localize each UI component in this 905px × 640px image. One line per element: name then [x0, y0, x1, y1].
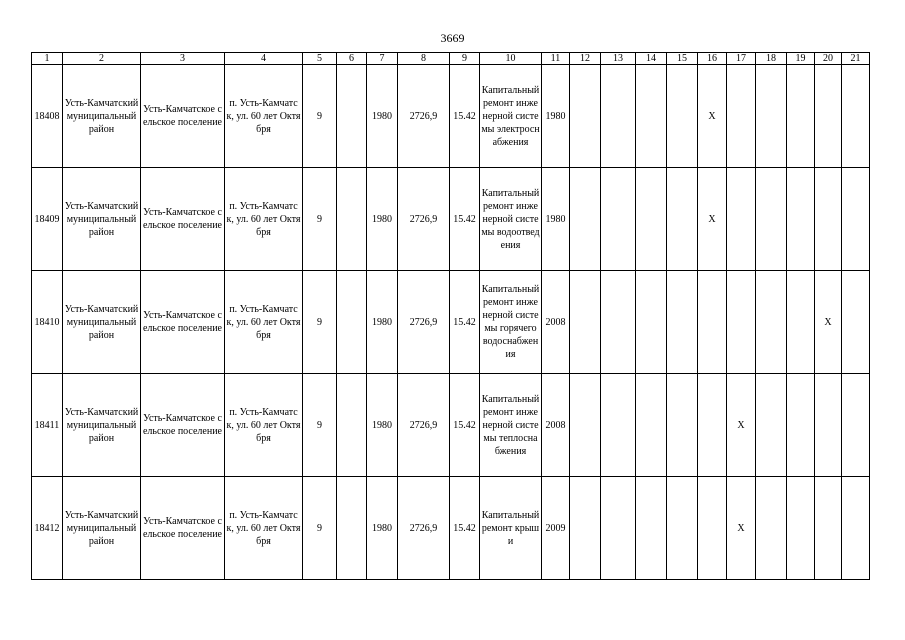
table-cell-col-5 — [303, 168, 337, 271]
table-cell-col-1 — [32, 477, 63, 580]
table-cell-col-6 — [337, 168, 367, 271]
table-cell-col-10 — [480, 168, 542, 271]
table-cell-col-4 — [225, 65, 303, 168]
table-cell-col-19 — [787, 168, 815, 271]
column-number-cell: 2 — [63, 53, 141, 65]
column-number-cell: 21 — [842, 53, 870, 65]
column-number-cell: 7 — [367, 53, 398, 65]
table-cell-col-13 — [601, 65, 636, 168]
table-cell-col-18 — [756, 271, 787, 374]
column-number-cell: 17 — [727, 53, 756, 65]
table-cell-col-6 — [337, 374, 367, 477]
table-cell-col-7 — [367, 374, 398, 477]
table-cell-col-12 — [570, 65, 601, 168]
table-cell-col-1 — [32, 271, 63, 374]
cell-text: 1980 — [372, 110, 392, 122]
cell-text: п. Усть-Камчатск, ул. 60 лет Октября — [226, 509, 301, 547]
table-cell-col-21 — [842, 374, 870, 477]
table-cell-col-8 — [398, 168, 450, 271]
table-cell-col-15 — [667, 65, 698, 168]
column-number-cell: 4 — [225, 53, 303, 65]
table-cell-col-19 — [787, 65, 815, 168]
cell-text: X — [737, 522, 745, 534]
table-cell-col-1 — [32, 65, 63, 168]
table-cell-col-11 — [542, 374, 570, 477]
cell-text: 15.42 — [453, 419, 476, 431]
cell-text: X — [737, 419, 745, 431]
cell-text: Усть-Камчатский муниципальный район — [64, 406, 139, 444]
table-cell-col-15 — [667, 477, 698, 580]
cell-text: 2726,9 — [409, 522, 438, 534]
table-cell-col-14 — [636, 271, 667, 374]
table-cell-col-10 — [480, 271, 542, 374]
cell-text: 2008 — [545, 316, 566, 328]
cell-text: 18411 — [34, 419, 60, 431]
cell-text: Усть-Камчатский муниципальный район — [64, 200, 139, 238]
column-number-cell: 19 — [787, 53, 815, 65]
table-cell-col-7 — [367, 477, 398, 580]
cell-text: 15.42 — [453, 110, 476, 122]
table-cell-col-4 — [225, 374, 303, 477]
table-cell-col-8 — [398, 65, 450, 168]
cell-text: 9 — [317, 110, 322, 122]
table-row — [32, 271, 870, 374]
cell-text: Усть-Камчатский муниципальный район — [64, 97, 139, 135]
table-cell-col-19 — [787, 271, 815, 374]
table-cell-col-20 — [815, 477, 842, 580]
table-cell-col-16 — [698, 65, 727, 168]
column-number-cell: 9 — [450, 53, 480, 65]
table-row — [32, 477, 870, 580]
column-number-cell: 14 — [636, 53, 667, 65]
table-cell-col-20 — [815, 65, 842, 168]
cell-text: Капитальный ремонт инженерной системы электроснабжения — [481, 84, 540, 148]
cell-text: Усть-Камчатский муниципальный район — [64, 509, 139, 547]
table-cell-col-20 — [815, 374, 842, 477]
column-number-cell: 20 — [815, 53, 842, 65]
table-row — [32, 168, 870, 271]
table-cell-col-13 — [601, 168, 636, 271]
table-cell-col-3 — [141, 477, 225, 580]
column-number-cell: 1 — [32, 53, 63, 65]
table-cell-col-9 — [450, 168, 480, 271]
table-cell-col-9 — [450, 271, 480, 374]
table-cell-col-15 — [667, 168, 698, 271]
table-cell-col-2 — [63, 168, 141, 271]
table-cell-col-4 — [225, 168, 303, 271]
table-cell-col-5 — [303, 374, 337, 477]
cell-text: Усть-Камчатское сельское поселение — [142, 310, 222, 334]
table-cell-col-16 — [698, 374, 727, 477]
table-cell-col-17 — [727, 271, 756, 374]
table-cell-col-11 — [542, 271, 570, 374]
table-cell-col-21 — [842, 168, 870, 271]
table-cell-col-16 — [698, 168, 727, 271]
cell-text: 2726,9 — [409, 316, 438, 328]
cell-text: 18412 — [34, 522, 60, 534]
table-cell-col-13 — [601, 477, 636, 580]
table-cell-col-14 — [636, 477, 667, 580]
cell-text: 15.42 — [453, 522, 476, 534]
cell-text: 2726,9 — [409, 110, 438, 122]
table-cell-col-1 — [32, 374, 63, 477]
table-cell-col-16 — [698, 271, 727, 374]
cell-text: 15.42 — [453, 213, 476, 225]
cell-text: п. Усть-Камчатск, ул. 60 лет Октября — [226, 97, 301, 135]
column-number-cell: 3 — [141, 53, 225, 65]
cell-text: X — [708, 110, 716, 122]
table-cell-col-11 — [542, 477, 570, 580]
table-cell-col-12 — [570, 271, 601, 374]
table-cell-col-2 — [63, 477, 141, 580]
cell-text: п. Усть-Камчатск, ул. 60 лет Октября — [226, 406, 301, 444]
column-number-cell: 8 — [398, 53, 450, 65]
cell-text: п. Усть-Камчатск, ул. 60 лет Октября — [226, 303, 301, 341]
table-cell-col-1 — [32, 168, 63, 271]
cell-text: 2008 — [545, 419, 566, 431]
table-cell-col-14 — [636, 374, 667, 477]
cell-text: Усть-Камчатское сельское поселение — [142, 516, 222, 540]
table-cell-col-3 — [141, 374, 225, 477]
table-row — [32, 374, 870, 477]
table-cell-col-9 — [450, 477, 480, 580]
column-number-cell: 18 — [756, 53, 787, 65]
table-cell-col-2 — [63, 374, 141, 477]
table-cell-col-17 — [727, 374, 756, 477]
table-cell-col-7 — [367, 271, 398, 374]
table-cell-col-14 — [636, 168, 667, 271]
table-cell-col-7 — [367, 65, 398, 168]
cell-text: Усть-Камчатское сельское поселение — [142, 413, 222, 437]
table-cell-col-17 — [727, 477, 756, 580]
table-cell-col-3 — [141, 168, 225, 271]
table-row — [32, 65, 870, 168]
table-cell-col-10 — [480, 374, 542, 477]
table-cell-col-3 — [141, 65, 225, 168]
table-cell-col-15 — [667, 271, 698, 374]
table-cell-col-21 — [842, 477, 870, 580]
column-number-cell: 10 — [480, 53, 542, 65]
cell-text: 1980 — [372, 522, 392, 534]
table-cell-col-18 — [756, 477, 787, 580]
cell-text: 9 — [317, 419, 322, 431]
table-cell-col-12 — [570, 168, 601, 271]
column-number-cell: 15 — [667, 53, 698, 65]
cell-text: 2726,9 — [409, 213, 438, 225]
table-cell-col-18 — [756, 168, 787, 271]
table-cell-col-5 — [303, 271, 337, 374]
table-cell-col-21 — [842, 271, 870, 374]
table-cell-col-4 — [225, 271, 303, 374]
cell-text: X — [708, 213, 716, 225]
cell-text: п. Усть-Камчатск, ул. 60 лет Октября — [226, 200, 301, 238]
table-cell-col-14 — [636, 65, 667, 168]
table-cell-col-4 — [225, 477, 303, 580]
table-cell-col-20 — [815, 271, 842, 374]
table-cell-col-10 — [480, 477, 542, 580]
cell-text: 18408 — [34, 110, 60, 122]
table-cell-col-21 — [842, 65, 870, 168]
table-cell-col-12 — [570, 477, 601, 580]
column-number-cell: 11 — [542, 53, 570, 65]
cell-text: X — [824, 316, 832, 328]
cell-text: 2726,9 — [409, 419, 438, 431]
table-cell-col-16 — [698, 477, 727, 580]
table-cell-col-11 — [542, 168, 570, 271]
cell-text: 15.42 — [453, 316, 476, 328]
cell-text: 18410 — [34, 316, 60, 328]
table-cell-col-13 — [601, 271, 636, 374]
cell-text: Усть-Камчатское сельское поселение — [142, 104, 222, 128]
cell-text: Капитальный ремонт инженерной системы теплоснабжения — [481, 393, 540, 457]
table-cell-col-18 — [756, 65, 787, 168]
cell-text: 1980 — [372, 213, 392, 225]
table-cell-col-11 — [542, 65, 570, 168]
registry-table — [31, 52, 870, 580]
table-cell-col-13 — [601, 374, 636, 477]
column-number-cell: 16 — [698, 53, 727, 65]
cell-text: 1980 — [372, 316, 392, 328]
table-cell-col-17 — [727, 168, 756, 271]
table-cell-col-18 — [756, 374, 787, 477]
table-cell-col-19 — [787, 374, 815, 477]
column-number-cell: 13 — [601, 53, 636, 65]
table-cell-col-12 — [570, 374, 601, 477]
cell-text: Капитальный ремонт инженерной системы горячего водоснабжения — [481, 284, 540, 360]
table-cell-col-15 — [667, 374, 698, 477]
column-number-cell: 6 — [337, 53, 367, 65]
table-cell-col-8 — [398, 271, 450, 374]
table-cell-col-9 — [450, 65, 480, 168]
column-number-cell: 5 — [303, 53, 337, 65]
cell-text: Усть-Камчатское сельское поселение — [142, 207, 222, 231]
table-cell-col-2 — [63, 65, 141, 168]
cell-text: Капитальный ремонт инженерной системы водоотведения — [481, 187, 540, 251]
table-cell-col-19 — [787, 477, 815, 580]
cell-text: 9 — [317, 522, 322, 534]
table-cell-col-8 — [398, 374, 450, 477]
table-cell-col-6 — [337, 477, 367, 580]
table-cell-col-9 — [450, 374, 480, 477]
cell-text: Капитальный ремонт крыши — [481, 509, 540, 547]
table-cell-col-17 — [727, 65, 756, 168]
table-cell-col-7 — [367, 168, 398, 271]
table-cell-col-3 — [141, 271, 225, 374]
table-cell-col-5 — [303, 65, 337, 168]
cell-text: 1980 — [372, 419, 392, 431]
cell-text: 18409 — [34, 213, 60, 225]
table-cell-col-5 — [303, 477, 337, 580]
column-number-cell: 12 — [570, 53, 601, 65]
table-cell-col-6 — [337, 65, 367, 168]
table-cell-col-10 — [480, 65, 542, 168]
cell-text: 9 — [317, 213, 322, 225]
page-number: 3669 — [440, 31, 465, 45]
table-cell-col-8 — [398, 477, 450, 580]
table-cell-col-2 — [63, 271, 141, 374]
cell-text: Усть-Камчатский муниципальный район — [64, 303, 139, 341]
cell-text: 2009 — [545, 522, 566, 534]
column-number-row — [32, 53, 870, 65]
table-cell-col-20 — [815, 168, 842, 271]
table-cell-col-6 — [337, 271, 367, 374]
cell-text: 1980 — [545, 213, 566, 225]
cell-text: 1980 — [545, 110, 566, 122]
cell-text: 9 — [317, 316, 322, 328]
